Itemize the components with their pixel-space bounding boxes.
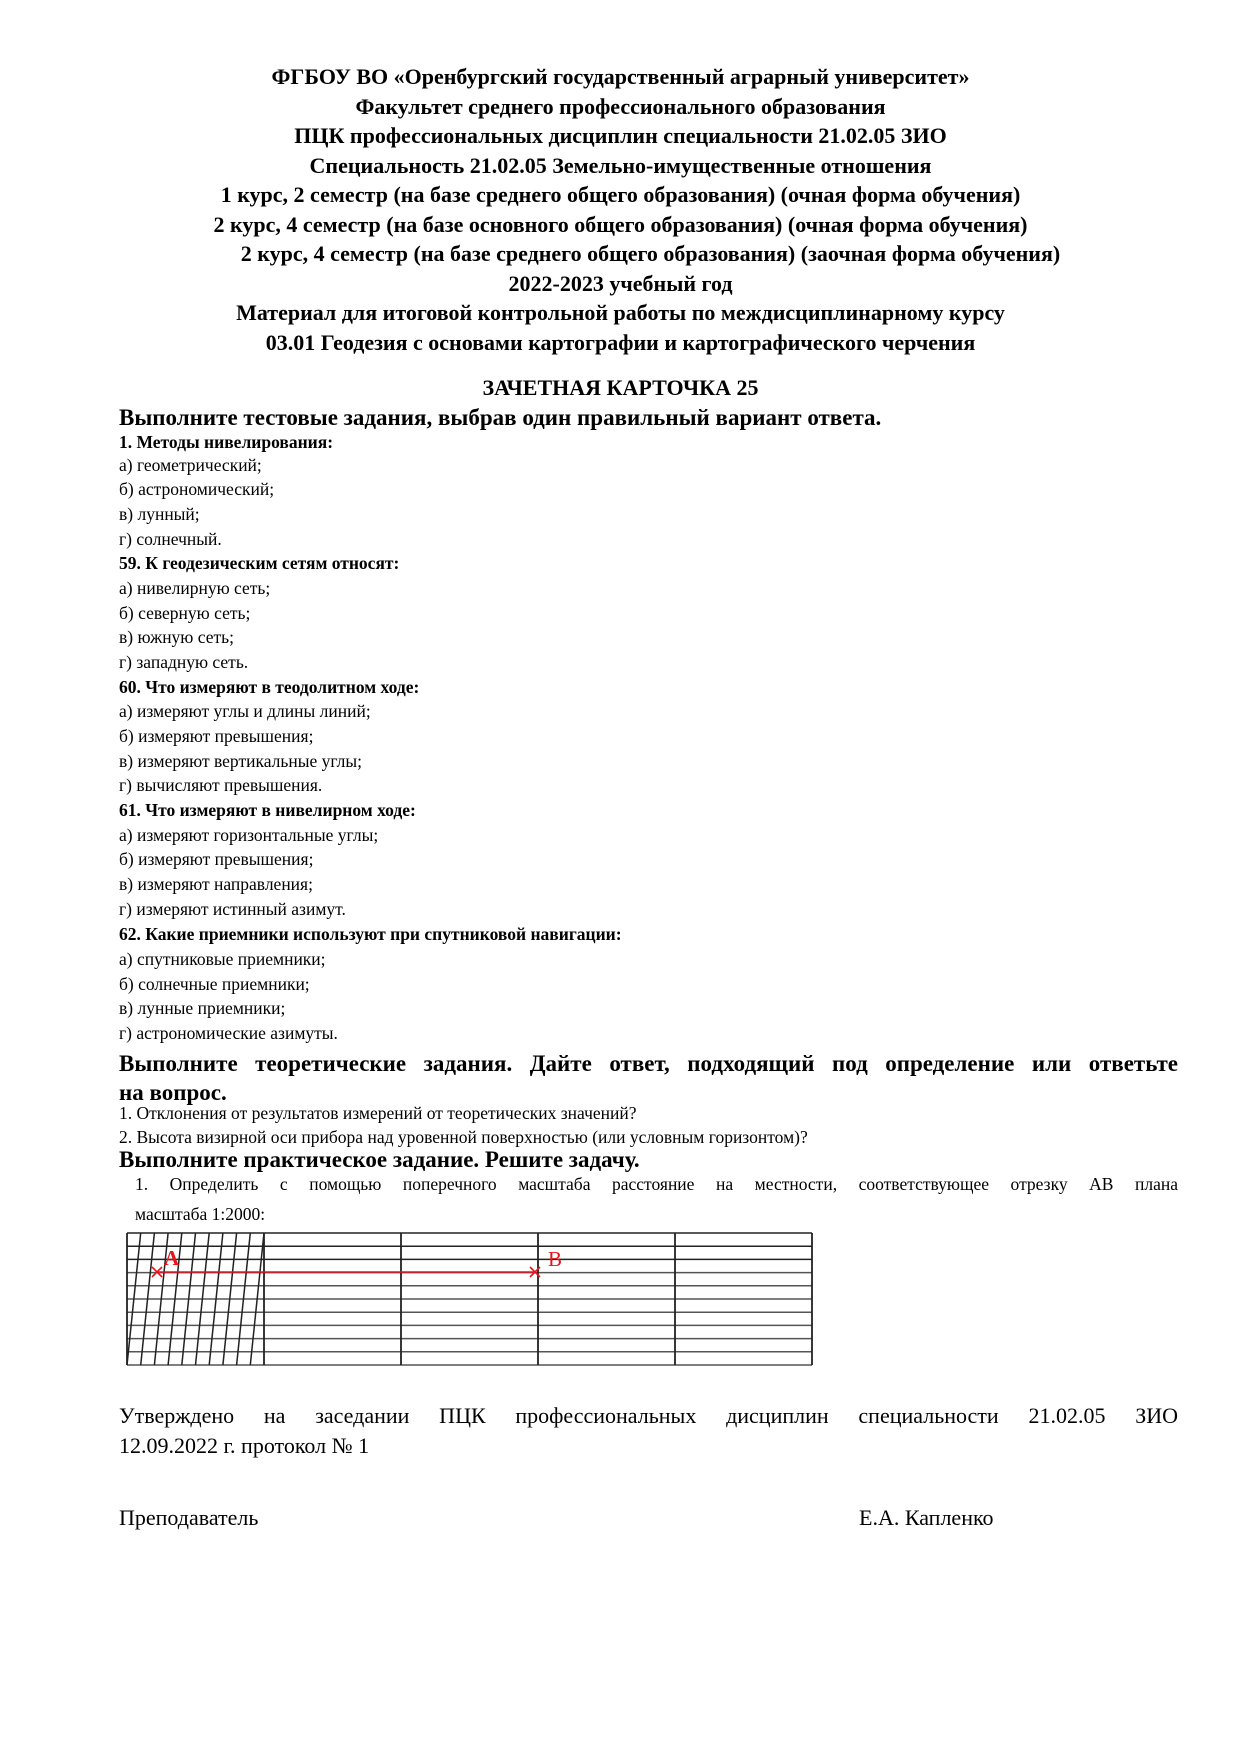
answer-option: в) южную сеть; bbox=[119, 627, 234, 647]
test-section-heading: Выполните тестовые задания, выбрав один правильный вариант ответа. bbox=[119, 405, 882, 430]
teacher-label: Преподаватель bbox=[119, 1505, 259, 1530]
header-line-university: ФГБОУ ВО «Оренбургский государственный аграрный университет» bbox=[271, 64, 970, 89]
answer-option: а) измеряют углы и длины линий; bbox=[119, 701, 371, 721]
question-title: 1. Методы нивелирования: bbox=[119, 432, 334, 452]
header-line-faculty: Факультет среднего профессионального образования bbox=[355, 94, 886, 119]
answer-option: б) северную сеть; bbox=[119, 603, 251, 623]
header-line-specialty: Специальность 21.02.05 Земельно-имущественные отношения bbox=[309, 153, 932, 178]
answer-option: в) измеряют направления; bbox=[119, 874, 313, 894]
theory-section-heading-line-2: на вопрос. bbox=[119, 1080, 227, 1105]
header-line-course-title: 03.01 Геодезия с основами картографии и картографического черчения bbox=[265, 330, 976, 355]
header-line-course-3: 2 курс, 4 семестр (на базе среднего общего образования) (заочная форма обучения) bbox=[240, 241, 1061, 266]
header-line-department: ПЦК профессиональных дисциплин специальности 21.02.05 ЗИО bbox=[294, 123, 947, 148]
approval-line-1: Утверждено на заседании ПЦК профессиональных дисциплин специальности 21.02.05 ЗИО bbox=[119, 1403, 1178, 1428]
answer-option: в) лунные приемники; bbox=[119, 998, 286, 1018]
approval-line-2: 12.09.2022 г. протокол № 1 bbox=[119, 1433, 370, 1458]
theory-section-heading-line-1: Выполните теоретические задания. Дайте ответ, подходящий под определение или ответьте bbox=[119, 1051, 1178, 1076]
answer-option: а) спутниковые приемники; bbox=[119, 949, 326, 969]
point-b-label: В bbox=[548, 1247, 563, 1271]
theory-question-1: 1. Отклонения от результатов измерений от теоретических значений? bbox=[119, 1103, 637, 1123]
answer-option: г) измеряют истинный азимут. bbox=[119, 899, 346, 919]
question-title: 62. Какие приемники используют при спутниковой навигации: bbox=[119, 924, 622, 944]
answer-option: б) измеряют превышения; bbox=[119, 849, 314, 869]
answer-option: г) вычисляют превышения. bbox=[119, 775, 323, 795]
question-title: 59. К геодезическим сетям относят: bbox=[119, 553, 400, 573]
header-line-material: Материал для итоговой контрольной работы по междисциплинарному курсу bbox=[236, 300, 1005, 325]
header-line-year: 2022-2023 учебный год bbox=[508, 271, 733, 296]
answer-option: в) лунный; bbox=[119, 504, 200, 524]
answer-option: б) измеряют превышения; bbox=[119, 726, 314, 746]
answer-option: а) нивелирную сеть; bbox=[119, 578, 271, 598]
answer-option: б) солнечные приемники; bbox=[119, 974, 310, 994]
answer-option: а) измеряют горизонтальные углы; bbox=[119, 825, 379, 845]
answer-option: г) астрономические азимуты. bbox=[119, 1023, 338, 1043]
practice-section-heading: Выполните практическое задание. Решите задачу. bbox=[119, 1147, 640, 1172]
practice-task-line-2: масштаба 1:2000: bbox=[135, 1204, 266, 1224]
theory-question-2: 2. Высота визирной оси прибора над уровенной поверхностью (или условным горизонтом)? bbox=[119, 1127, 808, 1147]
card-title: ЗАЧЕТНАЯ КАРТОЧКА 25 bbox=[482, 375, 759, 400]
answer-option: б) астрономический; bbox=[119, 479, 275, 499]
teacher-name: Е.А. Капленко bbox=[859, 1505, 994, 1530]
answer-option: г) солнечный. bbox=[119, 529, 222, 549]
question-title: 61. Что измеряют в нивелирном ходе: bbox=[119, 800, 416, 820]
answer-option: в) измеряют вертикальные углы; bbox=[119, 751, 362, 771]
header-line-course-1: 1 курс, 2 семестр (на базе среднего общего образования) (очная форма обучения) bbox=[220, 182, 1021, 207]
point-a-label: А bbox=[164, 1246, 180, 1270]
answer-option: г) западную сеть. bbox=[119, 652, 249, 672]
practice-task-line-1: 1. Определить с помощью поперечного масштаба расстояние на местности, соответствующее отрезку АВ плана bbox=[135, 1174, 1178, 1194]
header-line-course-2: 2 курс, 4 семестр (на базе основного общего образования) (очная форма обучения) bbox=[213, 212, 1028, 237]
answer-option: а) геометрический; bbox=[119, 455, 262, 475]
question-title: 60. Что измеряют в теодолитном ходе: bbox=[119, 677, 420, 697]
